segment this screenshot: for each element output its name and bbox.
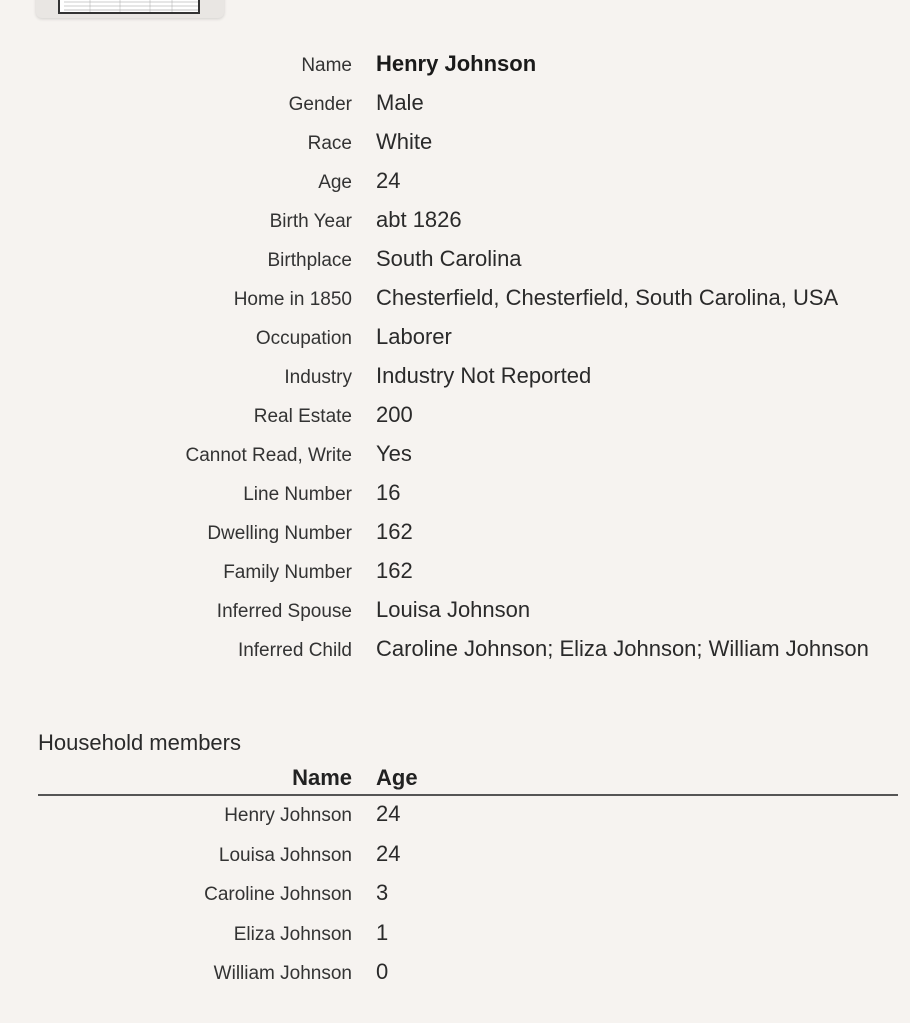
field-row-name xyxy=(0,48,910,87)
member-name[interactable]: Caroline Johnson xyxy=(204,884,352,905)
field-label: Age xyxy=(318,172,352,193)
member-age: 0 xyxy=(376,959,389,984)
record-details xyxy=(0,48,910,701)
field-row-industry xyxy=(0,360,910,399)
field-label: Industry xyxy=(284,367,352,388)
field-label: Inferred Child xyxy=(237,640,352,661)
member-name[interactable]: William Johnson xyxy=(213,963,352,984)
field-row-home xyxy=(0,282,910,321)
field-row-age xyxy=(0,165,910,204)
field-label: Dwelling Number xyxy=(207,523,352,544)
field-label: Inferred Spouse xyxy=(216,601,352,622)
field-label: Race xyxy=(307,133,352,154)
field-value: 200 xyxy=(376,402,413,427)
field-value: South Carolina xyxy=(376,246,522,271)
field-label: Birthplace xyxy=(267,250,352,271)
field-label: Home in 1850 xyxy=(233,289,352,310)
member-name[interactable]: Eliza Johnson xyxy=(233,923,352,945)
household-row xyxy=(0,836,910,876)
field-row-birthplace xyxy=(0,243,910,282)
record-image-thumbnail[interactable] xyxy=(36,0,224,18)
field-value: Caroline Johnson; Eliza Johnson; William Johnson xyxy=(376,636,869,661)
field-label: Family Number xyxy=(223,562,352,583)
field-row-occupation xyxy=(0,321,910,360)
field-row-race xyxy=(0,126,910,165)
field-row-family-number xyxy=(0,555,910,594)
field-label: Occupation xyxy=(255,328,352,349)
household-row xyxy=(0,875,910,915)
field-label: Real Estate xyxy=(253,406,352,427)
field-value: Yes xyxy=(376,441,412,466)
field-value: Laborer xyxy=(376,324,452,349)
member-age: 1 xyxy=(376,919,389,945)
field-label: Name xyxy=(301,55,352,76)
column-header-age: Age xyxy=(376,765,418,790)
field-label: Birth Year xyxy=(269,211,352,232)
field-value: abt 1826 xyxy=(376,207,462,232)
field-row-inferred-spouse xyxy=(0,594,910,633)
field-label: Line Number xyxy=(243,484,352,505)
field-label: Gender xyxy=(288,94,352,115)
household-members-section xyxy=(0,730,910,994)
household-title: Household members xyxy=(38,730,241,755)
field-value: Henry Johnson xyxy=(376,51,537,76)
field-row-literacy xyxy=(0,438,910,477)
field-row-real-estate xyxy=(0,399,910,438)
field-row-inferred-child xyxy=(0,633,910,701)
field-value: Male xyxy=(376,90,424,115)
field-row-dwelling-number xyxy=(0,516,910,555)
field-value: White xyxy=(376,129,433,154)
household-row xyxy=(0,796,910,836)
field-row-birth-year xyxy=(0,204,910,243)
column-header-name: Name xyxy=(292,765,352,790)
field-value: Chesterfield, Chesterfield, South Carolina, USA xyxy=(376,285,839,310)
member-age: 24 xyxy=(376,840,401,866)
field-value: Industry Not Reported xyxy=(376,363,592,388)
member-name[interactable]: Louisa Johnson xyxy=(218,844,352,866)
member-age: 3 xyxy=(376,880,389,905)
field-value: 24 xyxy=(376,168,401,193)
field-row-gender xyxy=(0,87,910,126)
field-row-line-number xyxy=(0,477,910,516)
census-page-image[interactable] xyxy=(58,0,200,14)
field-value: 16 xyxy=(376,480,401,505)
field-value: Louisa Johnson xyxy=(376,597,531,622)
member-name[interactable]: Henry Johnson xyxy=(224,805,352,826)
household-table-header xyxy=(38,762,898,796)
household-row xyxy=(0,954,910,994)
member-age: 24 xyxy=(376,801,401,826)
field-label: Cannot Read, Write xyxy=(185,445,352,466)
field-value: 162 xyxy=(376,558,413,583)
field-value: 162 xyxy=(376,519,413,544)
household-row xyxy=(0,915,910,955)
